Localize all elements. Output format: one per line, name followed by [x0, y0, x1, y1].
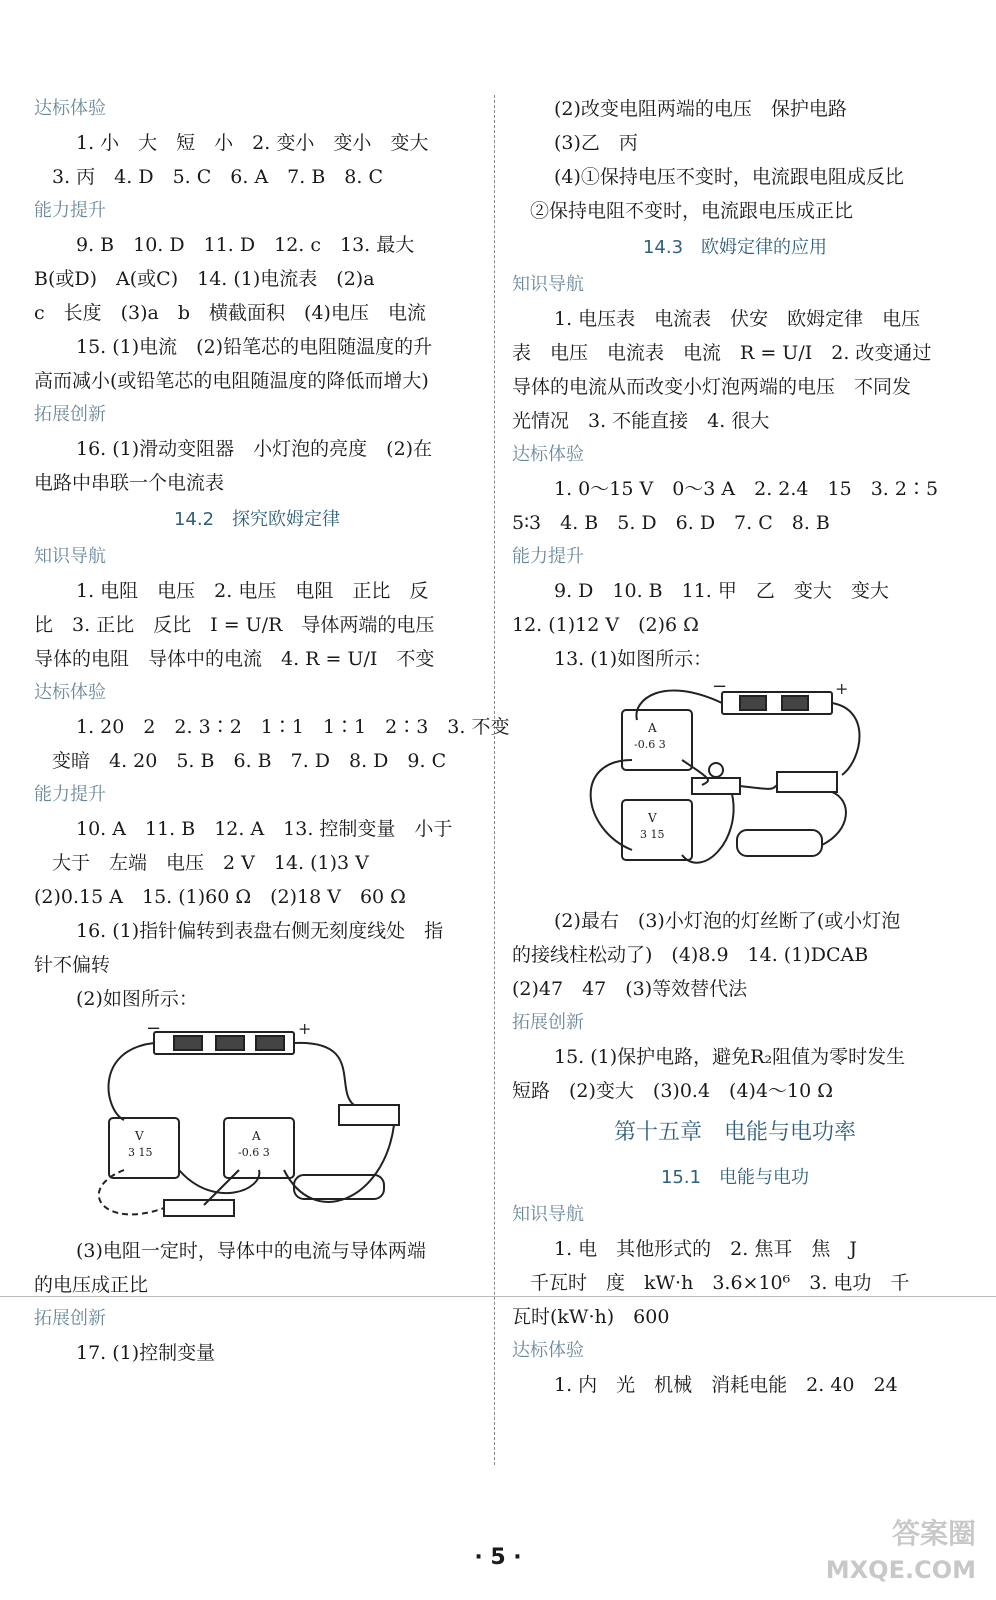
circuit-diagram-1: [34, 1020, 434, 1230]
left-column: [34, 92, 510, 1370]
section-heading: 拓展创新: [512, 1012, 584, 1033]
voltmeter-letter: V: [135, 1129, 144, 1143]
answer-line: 的电压成正比: [34, 1274, 149, 1296]
answer-line: 电路中串联一个电流表: [34, 472, 225, 494]
answer-line: 1. 0～15 V 0～3 A 2. 2.4 15 3. 2∶5: [554, 478, 939, 500]
section-title: 14.3 欧姆定律的应用: [642, 237, 828, 258]
answer-line: 短路 (2)变大 (3)0.4 (4)4～10 Ω: [512, 1080, 834, 1102]
answer-line: 1. 电阻 电压 2. 电压 电阻 正比 反: [76, 580, 429, 602]
voltmeter-letter: V: [648, 811, 657, 825]
watermark-url: MXQE.COM: [825, 1556, 976, 1584]
answer-line: (2)47 47 (3)等效替代法: [512, 978, 748, 1000]
answer-line: (4)①保持电压不变时，电流跟电阻成反比: [554, 166, 904, 188]
answer-line: (2)如图所示：: [76, 988, 198, 1010]
battery-plus-label: +: [298, 1020, 312, 1038]
section-title: 14.2 探究欧姆定律: [173, 509, 341, 530]
answer-line: 千瓦时 度 kW·h 3.6×10⁶ 3. 电功 千: [530, 1272, 910, 1294]
voltmeter-scale: 3 15: [640, 828, 665, 841]
answer-line: 1. 20 2 2. 3∶2 1∶1 1∶1 2∶3 3. 不变: [76, 716, 510, 738]
section-heading: 达标体验: [34, 98, 106, 119]
chapter-title: 第十五章 电能与电功率: [613, 1120, 856, 1145]
ammeter-letter: A: [252, 1129, 261, 1143]
battery-plus-label: +: [835, 680, 849, 698]
column-divider: [494, 95, 495, 1465]
answer-line: 导体的电流从而改变小灯泡两端的电压 不同发: [512, 376, 912, 398]
answer-line: 10. A 11. B 12. A 13. 控制变量 小于: [76, 818, 453, 840]
answer-line: 15. (1)保护电路，避免R₂阻值为零时发生: [554, 1046, 906, 1068]
answer-line: 针不偏转: [34, 954, 111, 976]
circuit-diagram-2: [512, 680, 892, 900]
section-heading: 达标体验: [512, 1340, 584, 1361]
section-heading: 拓展创新: [34, 1308, 106, 1329]
answer-line: (2)改变电阻两端的电压 保护电路: [554, 98, 847, 120]
answer-line: (2)0.15 A 15. (1)60 Ω (2)18 V 60 Ω: [34, 886, 406, 908]
answer-line: 15. (1)电流 (2)铅笔芯的电阻随温度的升: [76, 336, 433, 358]
battery-minus-label: −: [712, 680, 728, 697]
section-heading: 知识导航: [34, 546, 106, 567]
section-heading: 达标体验: [34, 682, 106, 703]
answer-line: 1. 内 光 机械 消耗电能 2. 40 24: [554, 1374, 898, 1396]
ammeter-scale: -0.6 3: [634, 738, 666, 751]
page-number: · 5 ·: [474, 1545, 522, 1570]
section-heading: 拓展创新: [34, 404, 106, 425]
answer-line: 变暗 4. 20 5. B 6. B 7. D 8. D 9. C: [52, 750, 447, 772]
section-heading: 能力提升: [34, 784, 106, 805]
answer-line: 3. 丙 4. D 5. C 6. A 7. B 8. C: [52, 166, 383, 188]
answer-line: 高而减小(或铅笔芯的电阻随温度的降低而增大): [34, 370, 429, 392]
answer-line: 导体的电阻 导体中的电流 4. R = U/I 不变: [34, 648, 435, 670]
battery-minus-label: −: [146, 1020, 162, 1039]
watermark-logo: 答案圈: [891, 1517, 976, 1550]
answer-line: B(或D) A(或C) 14. (1)电流表 (2)a: [34, 268, 375, 290]
answer-line: 1. 电压表 电流表 伏安 欧姆定律 电压: [554, 308, 921, 330]
answer-line: 比 3. 正比 反比 I = U/R 导体两端的电压: [34, 614, 435, 636]
section-title: 15.1 电能与电功: [660, 1167, 810, 1188]
answer-line: 16. (1)指针偏转到表盘右侧无刻度线处 指: [76, 920, 444, 942]
answer-line: 瓦时(kW·h) 600: [512, 1306, 670, 1328]
ammeter-scale: -0.6 3: [238, 1146, 270, 1159]
answer-line: 16. (1)滑动变阻器 小灯泡的亮度 (2)在: [76, 438, 433, 460]
voltmeter-scale: 3 15: [128, 1146, 153, 1159]
answer-line: (3)乙 丙: [554, 132, 638, 154]
answer-line: 1. 小 大 短 小 2. 变小 变小 变大: [76, 132, 429, 154]
answer-line: ②保持电阻不变时，电流跟电压成正比: [530, 200, 854, 222]
answer-line: 1. 电 其他形式的 2. 焦耳 焦 J: [554, 1238, 857, 1260]
answer-line: 9. B 10. D 11. D 12. c 13. 最大: [76, 234, 415, 256]
section-heading: 能力提升: [34, 200, 106, 221]
answer-line: 的接线柱松动了) (4)8.9 14. (1)DCAB: [512, 944, 869, 966]
section-heading: 能力提升: [512, 546, 584, 567]
answer-line: 光情况 3. 不能直接 4. 很大: [512, 410, 770, 432]
answer-line: 17. (1)控制变量: [76, 1342, 216, 1364]
section-heading: 知识导航: [512, 274, 584, 295]
answer-line: (2)最右 (3)小灯泡的灯丝断了(或小灯泡: [554, 910, 901, 932]
answer-line: (3)电阻一定时，导体中的电流与导体两端: [76, 1240, 426, 1262]
ammeter-letter: A: [648, 721, 657, 735]
answer-line: 大于 左端 电压 2 V 14. (1)3 V: [52, 852, 369, 874]
answer-line: 12. (1)12 V (2)6 Ω: [512, 614, 699, 636]
section-heading: 达标体验: [512, 444, 584, 465]
answer-line: c 长度 (3)a b 横截面积 (4)电压 电流: [34, 302, 426, 324]
section-heading: 知识导航: [512, 1204, 584, 1225]
right-column: [512, 92, 958, 1402]
answer-line: 13. (1)如图所示：: [554, 648, 713, 670]
answer-line: 5∶3 4. B 5. D 6. D 7. C 8. B: [512, 512, 830, 534]
answer-line: 表 电压 电流表 电流 R = U/I 2. 改变通过: [512, 342, 932, 364]
answer-line: 9. D 10. B 11. 甲 乙 变大 变大: [554, 580, 889, 602]
